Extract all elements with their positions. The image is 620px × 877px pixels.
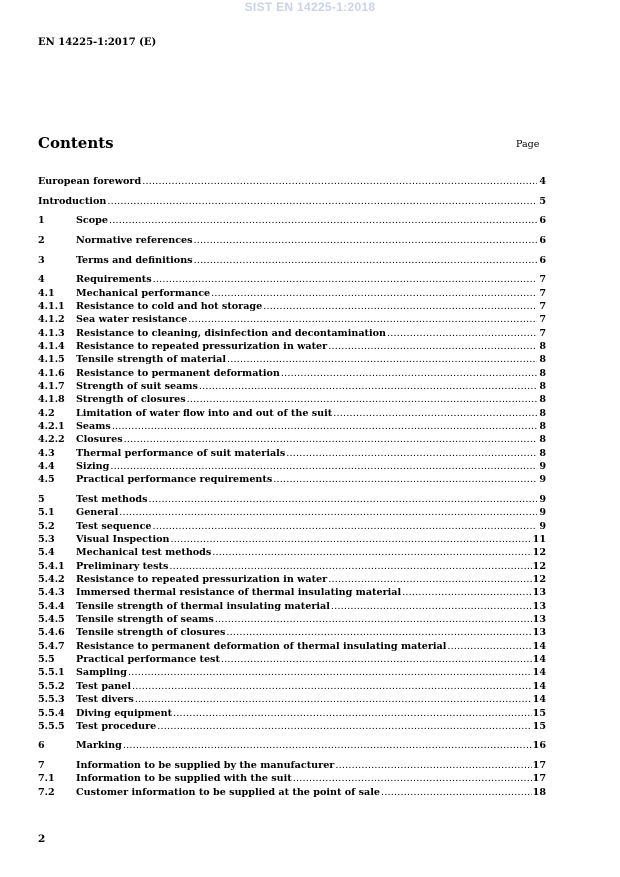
toc-entry-number: 4.5 (38, 474, 55, 486)
toc-entry-page: 5 (539, 195, 546, 207)
toc-entry[interactable] (38, 234, 546, 247)
toc-entry-title: Resistance to permanent deformation (76, 367, 280, 379)
toc-entry-page: 12 (532, 574, 546, 586)
toc-entry-page: 8 (539, 367, 546, 379)
toc-entry-number: 5.5 (38, 654, 55, 666)
toc-entry-title: Resistance to cold and hot storage (76, 300, 263, 312)
toc-entry-number: 7.1 (38, 773, 55, 785)
toc-entry[interactable] (38, 367, 546, 380)
toc-entry-number: 5.4.6 (38, 627, 65, 639)
toc-entry-page: 9 (539, 507, 546, 519)
toc-entry-number: 5.4.7 (38, 640, 65, 652)
toc-entry-title: Resistance to repeated pressurization in water (76, 574, 328, 586)
toc-entry-page: 6 (539, 254, 546, 266)
toc-entry-number: 5.5.5 (38, 720, 65, 732)
toc-entry-title: Resistance to cleaning, disinfection and decontamination (76, 327, 386, 339)
toc-dot-leader (286, 447, 537, 460)
toc-entry-page: 17 (532, 773, 546, 785)
contents-heading: Contents (38, 134, 114, 152)
toc-entry-page: 16 (532, 740, 546, 752)
toc-entry-page: 13 (532, 627, 546, 639)
toc-entry[interactable] (38, 327, 546, 340)
toc-dot-leader (132, 680, 532, 693)
toc-entry-page: 9 (539, 461, 546, 473)
toc-entry-title: Mechanical performance (76, 287, 211, 299)
toc-entry-title: Visual Inspection (76, 534, 170, 546)
toc-entry[interactable] (38, 380, 546, 393)
toc-dot-leader (381, 786, 532, 799)
toc-entry-number: 4.1.8 (38, 394, 65, 406)
toc-entry-page: 12 (532, 560, 546, 572)
page-number: 2 (38, 833, 46, 845)
toc-entry-page: 8 (539, 340, 546, 352)
toc-entry-page: 14 (532, 640, 546, 652)
toc-entry-title: Sea water resistance (76, 314, 188, 326)
toc-entry-number: 4.1.1 (38, 300, 65, 312)
watermark: SIST EN 14225-1:2018 (244, 0, 376, 14)
toc-entry-number: 2 (38, 234, 45, 246)
toc-entry-number: 1 (38, 215, 45, 227)
toc-entry[interactable] (38, 313, 546, 326)
toc-entry-title: Test sequence (76, 520, 152, 532)
toc-entry-title: Tensile strength of material (76, 354, 226, 366)
toc-entry-page: 4 (539, 176, 546, 187)
toc-entry[interactable] (38, 772, 546, 785)
document-id: EN 14225-1:2017 (E) (38, 37, 157, 48)
toc-entry-number: 4.1.2 (38, 314, 65, 326)
toc-entry-title: Customer information to be supplied at the point of sale (76, 786, 380, 798)
toc-entry-title: Preliminary tests (76, 560, 169, 572)
toc-entry-page: 12 (532, 547, 546, 559)
toc-entry-page: 6 (539, 215, 546, 227)
toc-entry-page: 8 (539, 394, 546, 406)
toc-entry-page: 6 (539, 234, 546, 246)
toc-entry-page: 7 (539, 314, 546, 326)
toc-entry-number: 5.4.1 (38, 560, 65, 572)
toc-dot-leader (215, 613, 532, 626)
toc-entry-page: 15 (532, 707, 546, 719)
toc-entry-number: 5.4.3 (38, 587, 65, 599)
toc-entry-number: 4.3 (38, 447, 55, 459)
toc-dot-leader (227, 353, 537, 366)
toc-entry-title: Seams (76, 420, 111, 432)
toc-entry[interactable] (38, 433, 546, 446)
toc-entry[interactable] (38, 420, 546, 433)
toc-entry[interactable] (38, 473, 546, 486)
toc-entry-number: 4.2.2 (38, 434, 65, 446)
toc-entry-number: 3 (38, 254, 45, 266)
toc-entry-number: 4.2.1 (38, 420, 65, 432)
toc-entry-page: 15 (532, 720, 546, 732)
toc-entry-number: 5.5.2 (38, 680, 65, 692)
toc-entry-title: Information to be supplied by the manufacturer (76, 760, 335, 772)
toc-entry-page: 9 (539, 520, 546, 532)
toc-entry[interactable] (38, 626, 546, 639)
toc-entry[interactable] (38, 720, 546, 733)
toc-dot-leader (124, 433, 537, 446)
toc-entry-page: 8 (539, 420, 546, 432)
toc-entry-title: Information to be supplied with the suit (76, 773, 292, 785)
toc-dot-leader (123, 739, 532, 752)
toc-entry[interactable] (38, 693, 546, 706)
toc-dot-leader (387, 327, 537, 340)
toc-entry-number: 5.5.3 (38, 694, 65, 706)
toc-dot-leader (169, 560, 531, 573)
toc-entry-number: 4.1.7 (38, 380, 65, 392)
toc-entry-title: Practical performance requirements (76, 474, 273, 486)
toc-entry[interactable] (38, 393, 546, 406)
toc-entry-title: Normative references (76, 234, 193, 246)
toc-entry-title: Tensile strength of thermal insulating material (76, 600, 330, 612)
toc-dot-leader (194, 254, 537, 267)
toc-dot-leader (142, 175, 537, 188)
toc-entry-title: Closures (76, 434, 123, 446)
toc-entry[interactable] (38, 195, 546, 208)
toc-entry[interactable] (38, 214, 546, 227)
toc-dot-leader (447, 640, 531, 653)
toc-entry[interactable] (38, 493, 546, 506)
toc-entry-number: 4.4 (38, 461, 55, 473)
toc-entry-page: 13 (532, 600, 546, 612)
toc-dot-leader (331, 600, 532, 613)
toc-entry[interactable] (38, 287, 546, 300)
toc-entry-number: 5.3 (38, 534, 55, 546)
toc-entry[interactable] (38, 640, 546, 653)
page-column-label: Page (516, 139, 540, 150)
toc-entry[interactable] (38, 786, 546, 799)
toc-entry-title: Thermal performance of suit materials (76, 447, 286, 459)
toc-entry-number: 5.4.2 (38, 574, 65, 586)
toc-dot-leader (153, 273, 537, 286)
toc-entry-page: 7 (539, 327, 546, 339)
toc-entry-title: Sizing (76, 461, 110, 473)
toc-entry-title: Test panel (76, 680, 131, 692)
toc-entry[interactable] (38, 506, 546, 519)
toc-entry-page: 14 (532, 694, 546, 706)
toc-dot-leader (211, 287, 537, 300)
toc-entry-title: Diving equipment (76, 707, 173, 719)
toc-entry-number: 5.5.1 (38, 667, 65, 679)
toc-entry[interactable] (38, 546, 546, 559)
toc-entry-page: 7 (539, 274, 546, 286)
toc-entry[interactable] (38, 707, 546, 720)
toc-entry[interactable] (38, 520, 546, 533)
toc-dot-leader (157, 720, 531, 733)
toc-entry-page: 9 (539, 494, 546, 505)
toc-entry-page: 17 (532, 760, 546, 772)
toc-entry-page: 8 (539, 407, 546, 419)
toc-entry-title: Practical performance test (76, 654, 220, 666)
toc-entry-page: 14 (532, 680, 546, 692)
toc-dot-leader (328, 573, 531, 586)
toc-entry-title: Tensile strength of closures (76, 627, 226, 639)
toc-dot-leader (112, 420, 537, 433)
toc-entry[interactable] (38, 254, 546, 267)
toc-dot-leader (199, 380, 537, 393)
toc-entry-title: Strength of suit seams (76, 380, 198, 392)
toc-dot-leader (170, 533, 531, 546)
toc-entry-title: Introduction (38, 195, 107, 207)
toc-entry-page: 7 (539, 287, 546, 299)
toc-entry-page: 7 (539, 300, 546, 312)
toc-dot-leader (128, 666, 532, 679)
toc-entry-title: Mechanical test methods (76, 547, 212, 559)
toc-entry-number: 4.1.5 (38, 354, 65, 366)
toc-entry-number: 4.2 (38, 407, 55, 419)
toc-dot-leader (212, 546, 531, 559)
toc-entry-page: 9 (539, 474, 546, 486)
toc-entry-title: Strength of closures (76, 394, 186, 406)
toc-dot-leader (107, 195, 537, 208)
toc-entry-number: 5.4.4 (38, 600, 65, 612)
toc-entry-number: 7 (38, 760, 45, 772)
toc-dot-leader (194, 234, 537, 247)
toc-entry[interactable] (38, 340, 546, 353)
toc-entry-title: Test procedure (76, 720, 157, 732)
toc-entry-title: Marking (76, 740, 122, 752)
toc-entry-page: 8 (539, 354, 546, 366)
toc-entry-number: 4.1 (38, 287, 55, 299)
toc-entry-number: 5.4 (38, 547, 55, 559)
toc-entry[interactable] (38, 613, 546, 626)
toc-dot-leader (273, 473, 537, 486)
toc-entry-number: 4.1.3 (38, 327, 65, 339)
toc-entry-title: Terms and definitions (76, 254, 193, 266)
toc-entry-number: 5.5.4 (38, 707, 65, 719)
toc-dot-leader (153, 520, 537, 533)
toc-dot-leader (226, 626, 531, 639)
toc-entry-title: Scope (76, 215, 108, 227)
toc-entry-number: 5.4.5 (38, 614, 65, 626)
toc-entry-title: Test methods (76, 494, 148, 505)
toc-entry[interactable] (38, 666, 546, 679)
toc-dot-leader (263, 300, 537, 313)
toc-entry[interactable] (38, 447, 546, 460)
toc-dot-leader (119, 506, 537, 519)
toc-entry-number: 7.2 (38, 786, 55, 798)
toc-entry-page: 13 (532, 587, 546, 599)
toc-dot-leader (293, 772, 532, 785)
toc-entry[interactable] (38, 560, 546, 573)
toc-entry-number: 5.2 (38, 520, 55, 532)
toc-dot-leader (281, 367, 537, 380)
toc-entry-page: 8 (539, 380, 546, 392)
toc-entry-page: 18 (532, 786, 546, 798)
toc-entry-title: European foreword (38, 176, 142, 187)
toc-entry[interactable] (38, 460, 546, 473)
toc-entry[interactable] (38, 653, 546, 666)
toc-entry-page: 11 (532, 534, 546, 546)
toc-entry-page: 8 (539, 447, 546, 459)
toc-entry-page: 13 (532, 614, 546, 626)
toc-entry-number: 4.1.6 (38, 367, 65, 379)
toc-dot-leader (135, 693, 532, 706)
toc-dot-leader (110, 460, 537, 473)
toc-dot-leader (221, 653, 532, 666)
toc-dot-leader (109, 214, 537, 227)
toc-dot-leader (333, 407, 537, 420)
toc-entry-title: Tensile strength of seams (76, 614, 214, 626)
toc-entry[interactable] (38, 680, 546, 693)
toc-entry[interactable] (38, 759, 546, 772)
toc-entry-number: 5 (38, 494, 45, 505)
toc-entry-page: 14 (532, 654, 546, 666)
toc-dot-leader (335, 759, 531, 772)
toc-entry-title: General (76, 507, 119, 519)
toc-entry-number: 6 (38, 740, 45, 752)
table-of-contents (38, 175, 546, 799)
toc-dot-leader (148, 493, 537, 506)
toc-entry-number: 5.1 (38, 507, 55, 519)
toc-dot-leader (187, 393, 537, 406)
toc-entry[interactable] (38, 300, 546, 313)
toc-dot-leader (402, 586, 532, 599)
toc-entry[interactable] (38, 533, 546, 546)
toc-entry-title: Sampling (76, 667, 127, 679)
toc-entry-page: 14 (532, 667, 546, 679)
toc-entry[interactable] (38, 586, 546, 599)
toc-entry[interactable] (38, 175, 546, 188)
toc-dot-leader (188, 313, 537, 326)
toc-entry[interactable] (38, 407, 546, 420)
toc-entry[interactable] (38, 739, 546, 752)
toc-entry[interactable] (38, 353, 546, 366)
toc-entry-title: Resistance to repeated pressurization in water (76, 340, 328, 352)
toc-dot-leader (173, 707, 532, 720)
toc-entry-title: Resistance to permanent deformation of thermal insulating material (76, 640, 447, 652)
toc-entry-number: 4.1.4 (38, 340, 65, 352)
toc-entry[interactable] (38, 573, 546, 586)
toc-entry-page: 8 (539, 434, 546, 446)
toc-entry-title: Limitation of water flow into and out of the suit (76, 407, 333, 419)
toc-entry[interactable] (38, 600, 546, 613)
toc-entry-title: Requirements (76, 274, 152, 286)
toc-entry[interactable] (38, 273, 546, 286)
toc-entry-title: Immersed thermal resistance of thermal insulating material (76, 587, 402, 599)
toc-dot-leader (328, 340, 537, 353)
toc-entry-number: 4 (38, 274, 45, 286)
toc-entry-title: Test divers (76, 694, 134, 706)
